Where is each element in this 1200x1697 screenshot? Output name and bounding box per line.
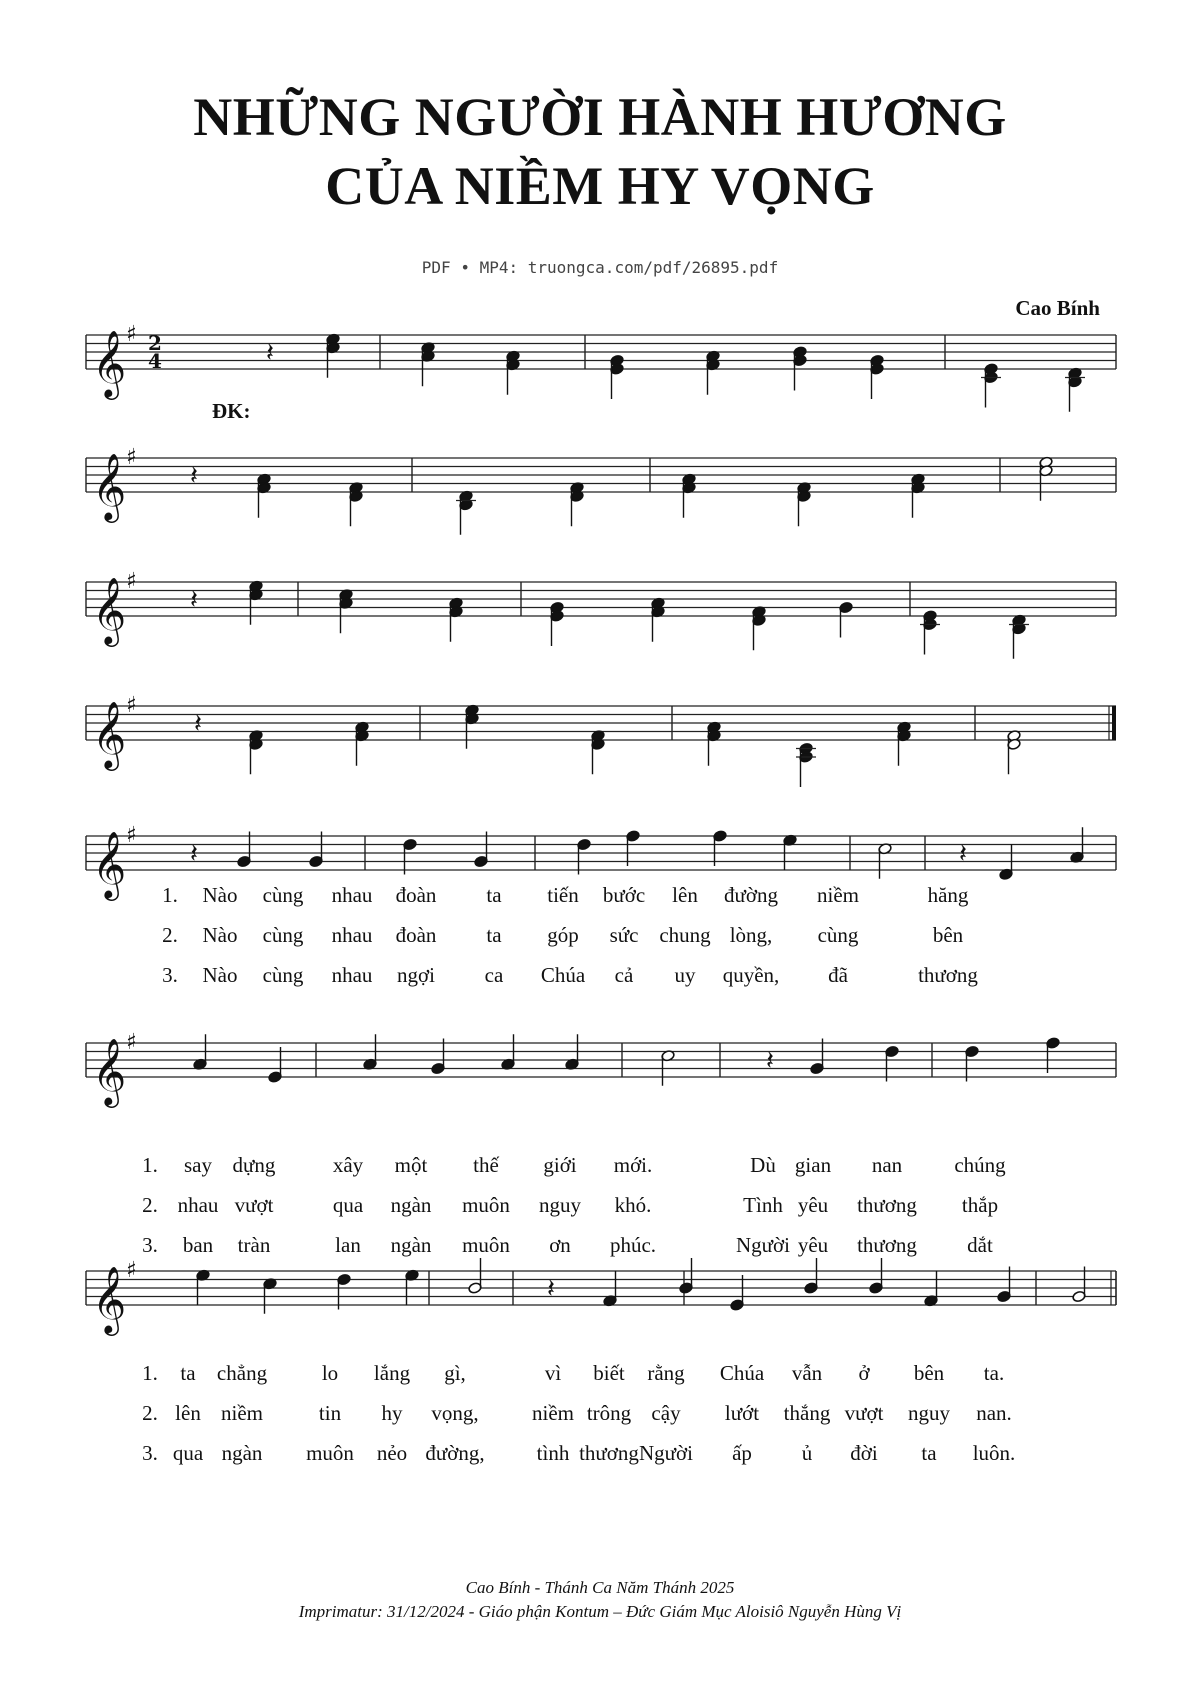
- note: [263, 1278, 277, 1314]
- verse-syllable: tin: [318, 1401, 342, 1425]
- staff-system: [86, 1030, 1116, 1108]
- treble-clef-icon: 𝄞: [92, 329, 127, 397]
- note: [651, 597, 665, 642]
- verse-syllable: lên: [672, 883, 698, 907]
- verse-syllable: gian: [794, 1153, 832, 1177]
- quarter-rest-icon: 𝄽: [959, 839, 967, 869]
- quarter-rest-icon: 𝄽: [194, 709, 202, 739]
- verse-number: 1.: [162, 883, 178, 907]
- verse-syllable: ta: [486, 883, 502, 907]
- verse-syllable: sức: [609, 923, 639, 947]
- verse-number: 2.: [162, 923, 178, 947]
- verse-syllable: vì: [544, 1361, 562, 1385]
- note: [869, 1258, 883, 1294]
- note: [468, 1258, 482, 1294]
- note: [193, 1034, 207, 1070]
- verse-syllable: vẫn: [791, 1361, 823, 1385]
- verse-syllable: ta: [180, 1361, 196, 1385]
- verse-number: 3.: [142, 1441, 158, 1465]
- note: [783, 834, 797, 870]
- verse-syllable: nguy: [908, 1401, 950, 1425]
- verse-number: 1.: [142, 1361, 158, 1385]
- verse-syllable: nan: [871, 1153, 903, 1177]
- note: [897, 721, 911, 766]
- note: [810, 1039, 824, 1075]
- verse-syllable: ơn: [549, 1233, 571, 1257]
- verse-syllable: đoàn: [395, 923, 437, 947]
- verse-syllable: cùng: [262, 963, 304, 987]
- verse-syllable: trông: [586, 1401, 632, 1425]
- verse-syllable: qua: [332, 1193, 364, 1217]
- quarter-rest-icon: 𝄽: [190, 461, 198, 491]
- verse-syllable: khó.: [614, 1193, 652, 1217]
- note: [1070, 827, 1084, 863]
- verse-syllable: vượt: [844, 1401, 884, 1425]
- note: [885, 1045, 899, 1081]
- quarter-rest-icon: 𝄽: [190, 839, 198, 869]
- treble-clef-icon: 𝄞: [92, 1265, 127, 1333]
- verse-syllable: cùng: [262, 883, 304, 907]
- sharp-icon: ♯: [126, 569, 137, 594]
- verse-syllable: bên: [932, 923, 964, 947]
- verse-syllable: Chúa: [540, 963, 586, 987]
- sharp-icon: ♯: [126, 823, 137, 848]
- note: [577, 838, 591, 874]
- verse-syllable: nan.: [976, 1401, 1012, 1425]
- verse-syllable: dắt: [967, 1233, 993, 1257]
- note: [997, 1267, 1011, 1303]
- verse-syllable: góp: [547, 923, 579, 947]
- sharp-icon: ♯: [126, 693, 137, 718]
- quarter-rest-icon: 𝄽: [266, 338, 274, 368]
- verse-syllable: Chúa: [719, 1361, 765, 1385]
- verse-syllable: hy: [381, 1401, 403, 1425]
- note: [924, 1271, 938, 1307]
- verse-syllable: yêu: [797, 1193, 829, 1217]
- note: [339, 589, 353, 634]
- sharp-icon: ♯: [126, 1030, 137, 1055]
- note: [679, 1258, 693, 1294]
- verse-syllable: ấp: [732, 1441, 752, 1465]
- verse-syllable: thương: [579, 1441, 639, 1465]
- note: [405, 1269, 419, 1305]
- note: [570, 482, 584, 527]
- verse-syllable: đường,: [425, 1441, 485, 1465]
- verse-syllable: nẻo: [376, 1441, 408, 1465]
- note: [603, 1271, 617, 1307]
- verse-syllable: ta: [486, 923, 502, 947]
- note: [501, 1034, 515, 1070]
- verse-syllable: một: [394, 1153, 428, 1177]
- verse-number: 2.: [142, 1193, 158, 1217]
- verse-syllable: bên: [913, 1361, 945, 1385]
- note: [474, 832, 488, 868]
- treble-clef-icon: 𝄞: [92, 452, 127, 520]
- source-link[interactable]: PDF • MP4: truongca.com/pdf/26895.pdf: [421, 258, 779, 277]
- note: [730, 1275, 744, 1311]
- verse-syllable: ta: [921, 1441, 937, 1465]
- note: [1039, 456, 1053, 501]
- treble-clef-icon: 𝄞: [92, 576, 127, 644]
- verse-syllable: dựng: [232, 1153, 276, 1177]
- verse-syllable: thắng: [783, 1401, 831, 1425]
- verse-syllable: gì,: [444, 1361, 466, 1385]
- verse-syllable: muôn: [462, 1233, 510, 1257]
- verse-syllable: ca: [484, 963, 504, 987]
- note: [965, 1045, 979, 1081]
- verse-syllable: lan: [335, 1233, 361, 1257]
- note: [591, 730, 605, 775]
- verse-syllable: niềm: [532, 1401, 574, 1425]
- note: [707, 721, 721, 766]
- verse-syllable: luôn.: [972, 1441, 1016, 1465]
- note: [257, 473, 271, 518]
- verse-syllable: cùng: [817, 923, 859, 947]
- note: [1072, 1267, 1086, 1303]
- verse-syllable: Người: [639, 1441, 693, 1465]
- verse-syllable: qua: [172, 1441, 204, 1465]
- composer-name: Cao Bính: [1015, 296, 1100, 320]
- verse-syllable: ở: [858, 1361, 870, 1385]
- verse-syllable: cùng: [262, 923, 304, 947]
- note: [610, 354, 624, 399]
- note: [326, 333, 340, 378]
- note: [337, 1273, 351, 1309]
- note: [999, 844, 1013, 880]
- verse-syllable: Dù: [750, 1153, 776, 1177]
- note: [713, 830, 727, 866]
- verse-syllable: thế: [473, 1153, 499, 1177]
- note: [403, 838, 417, 874]
- verse-syllable: nhau: [331, 963, 373, 987]
- note: [565, 1034, 579, 1070]
- verse-syllable: niềm: [221, 1401, 263, 1425]
- verse-syllable: thương: [857, 1193, 917, 1217]
- note: [1065, 367, 1085, 412]
- note: [506, 350, 520, 395]
- note: [911, 473, 925, 518]
- verse-syllable: đoàn: [395, 883, 437, 907]
- verse-syllable: vọng,: [431, 1401, 479, 1425]
- verse-number: 3.: [142, 1233, 158, 1257]
- verse-syllable: lướt: [724, 1401, 760, 1425]
- verse-syllable: rằng: [647, 1361, 685, 1385]
- note: [363, 1034, 377, 1070]
- verse-syllable: thắp: [961, 1193, 999, 1217]
- song-title-line-2: CỦA NIỀM HY VỌNG: [325, 156, 875, 216]
- treble-clef-icon: 𝄞: [92, 830, 127, 898]
- note: [706, 350, 720, 395]
- treble-clef-icon: 𝄞: [92, 700, 127, 768]
- verse-syllable: ủ: [801, 1441, 813, 1465]
- verse-syllable: tình: [536, 1441, 570, 1465]
- note: [465, 704, 479, 749]
- verse-syllable: thương: [857, 1233, 917, 1257]
- staff-system: [86, 569, 1116, 659]
- verse-syllable: ban: [182, 1233, 214, 1257]
- verse-syllable: chung: [659, 923, 711, 947]
- verse-syllable: chẳng: [216, 1361, 268, 1385]
- verse-syllable: muôn: [306, 1441, 354, 1465]
- note: [431, 1039, 445, 1075]
- verse-syllable: giới: [543, 1153, 577, 1177]
- note: [550, 601, 564, 646]
- verse-syllable: vượt: [234, 1193, 274, 1217]
- verse-syllable: bước: [602, 883, 646, 907]
- note: [237, 832, 251, 868]
- note: [661, 1050, 675, 1086]
- note: [249, 580, 263, 625]
- note: [878, 843, 892, 879]
- verse-syllable: Nào: [202, 963, 238, 987]
- verse-syllable: biết: [593, 1361, 625, 1385]
- staff-system: [86, 1258, 1116, 1336]
- verse-syllable: đã: [828, 963, 848, 987]
- verse-syllable: ta.: [983, 1361, 1005, 1385]
- footer-imprimatur: Imprimatur: 31/12/2024 - Giáo phận Kontum – Đức Giám Mục Aloisiô Nguyễn Hùng Vị: [298, 1602, 902, 1621]
- note: [449, 597, 463, 642]
- verse-syllable: xây: [332, 1153, 364, 1177]
- verse-syllable: đời: [850, 1441, 878, 1465]
- treble-clef-icon: 𝄞: [92, 1037, 127, 1105]
- song-title-line-1: NHỮNG NGƯỜI HÀNH HƯƠNG: [193, 87, 1007, 147]
- final-barline: [1112, 706, 1116, 740]
- verse-number: 2.: [142, 1401, 158, 1425]
- verse-syllable: say: [184, 1153, 212, 1177]
- quarter-rest-icon: 𝄽: [766, 1046, 774, 1076]
- staff-system: [86, 693, 1116, 787]
- note: [870, 354, 884, 399]
- verse-syllable: yêu: [797, 1233, 829, 1257]
- verse-syllable: cả: [614, 963, 634, 987]
- verse-syllable: nhau: [177, 1193, 219, 1217]
- quarter-rest-icon: 𝄽: [547, 1274, 555, 1304]
- note: [793, 346, 807, 391]
- sharp-icon: ♯: [126, 1258, 137, 1283]
- note: [804, 1258, 818, 1294]
- verse-syllable: Tình: [743, 1193, 783, 1217]
- note: [421, 342, 435, 387]
- verse-syllable: lo: [321, 1361, 339, 1385]
- note: [1007, 730, 1021, 775]
- sharp-icon: ♯: [126, 322, 137, 347]
- verse-syllable: đường: [724, 883, 778, 907]
- verse-syllable: muôn: [462, 1193, 510, 1217]
- verse-syllable: ngợi: [397, 963, 435, 987]
- note: [196, 1269, 210, 1305]
- note: [249, 730, 263, 775]
- verse-syllable: Người: [736, 1233, 790, 1257]
- verse-syllable: Nào: [202, 923, 238, 947]
- note: [752, 606, 766, 651]
- time-signature-top: 2: [148, 331, 162, 355]
- note: [268, 1047, 282, 1083]
- verse-number: 3.: [162, 963, 178, 987]
- note: [682, 473, 696, 518]
- quarter-rest-icon: 𝄽: [190, 585, 198, 615]
- note: [626, 830, 640, 866]
- verse-syllable: tiến: [547, 883, 579, 907]
- note: [797, 482, 811, 527]
- verse-syllable: lắng: [373, 1361, 411, 1385]
- verse-syllable: lòng,: [729, 923, 773, 947]
- verse-syllable: nhau: [331, 923, 373, 947]
- sharp-icon: ♯: [126, 445, 137, 470]
- verse-syllable: phúc.: [609, 1233, 657, 1257]
- note: [1046, 1037, 1060, 1073]
- verse-syllable: thương: [918, 963, 978, 987]
- verse-syllable: niềm: [817, 883, 859, 907]
- note: [349, 482, 363, 527]
- time-signature-bottom: 4: [148, 349, 162, 373]
- verse-syllable: nhau: [331, 883, 373, 907]
- note: [355, 721, 369, 766]
- note: [839, 601, 853, 637]
- verse-syllable: mới.: [613, 1153, 653, 1177]
- refrain-label: ĐK:: [212, 399, 251, 423]
- note: [796, 742, 816, 787]
- verse-number: 1.: [142, 1153, 158, 1177]
- note: [456, 490, 476, 535]
- verse-syllable: nguy: [539, 1193, 581, 1217]
- verse-syllable: Nào: [202, 883, 238, 907]
- staff-system: [86, 445, 1116, 535]
- verse-syllable: hăng: [927, 883, 969, 907]
- verse-syllable: uy: [674, 963, 696, 987]
- note: [309, 832, 323, 868]
- verse-syllable: ngàn: [390, 1193, 432, 1217]
- verse-syllable: lên: [175, 1401, 201, 1425]
- verse-syllable: tràn: [237, 1233, 271, 1257]
- verse-syllable: chúng: [954, 1153, 1006, 1177]
- note: [1009, 614, 1029, 659]
- verse-syllable: ngàn: [221, 1441, 263, 1465]
- verse-syllable: cậy: [651, 1401, 681, 1425]
- verse-syllable: quyền,: [722, 963, 780, 987]
- footer-credit: Cao Bính - Thánh Ca Năm Thánh 2025: [465, 1578, 735, 1597]
- verse-syllable: ngàn: [390, 1233, 432, 1257]
